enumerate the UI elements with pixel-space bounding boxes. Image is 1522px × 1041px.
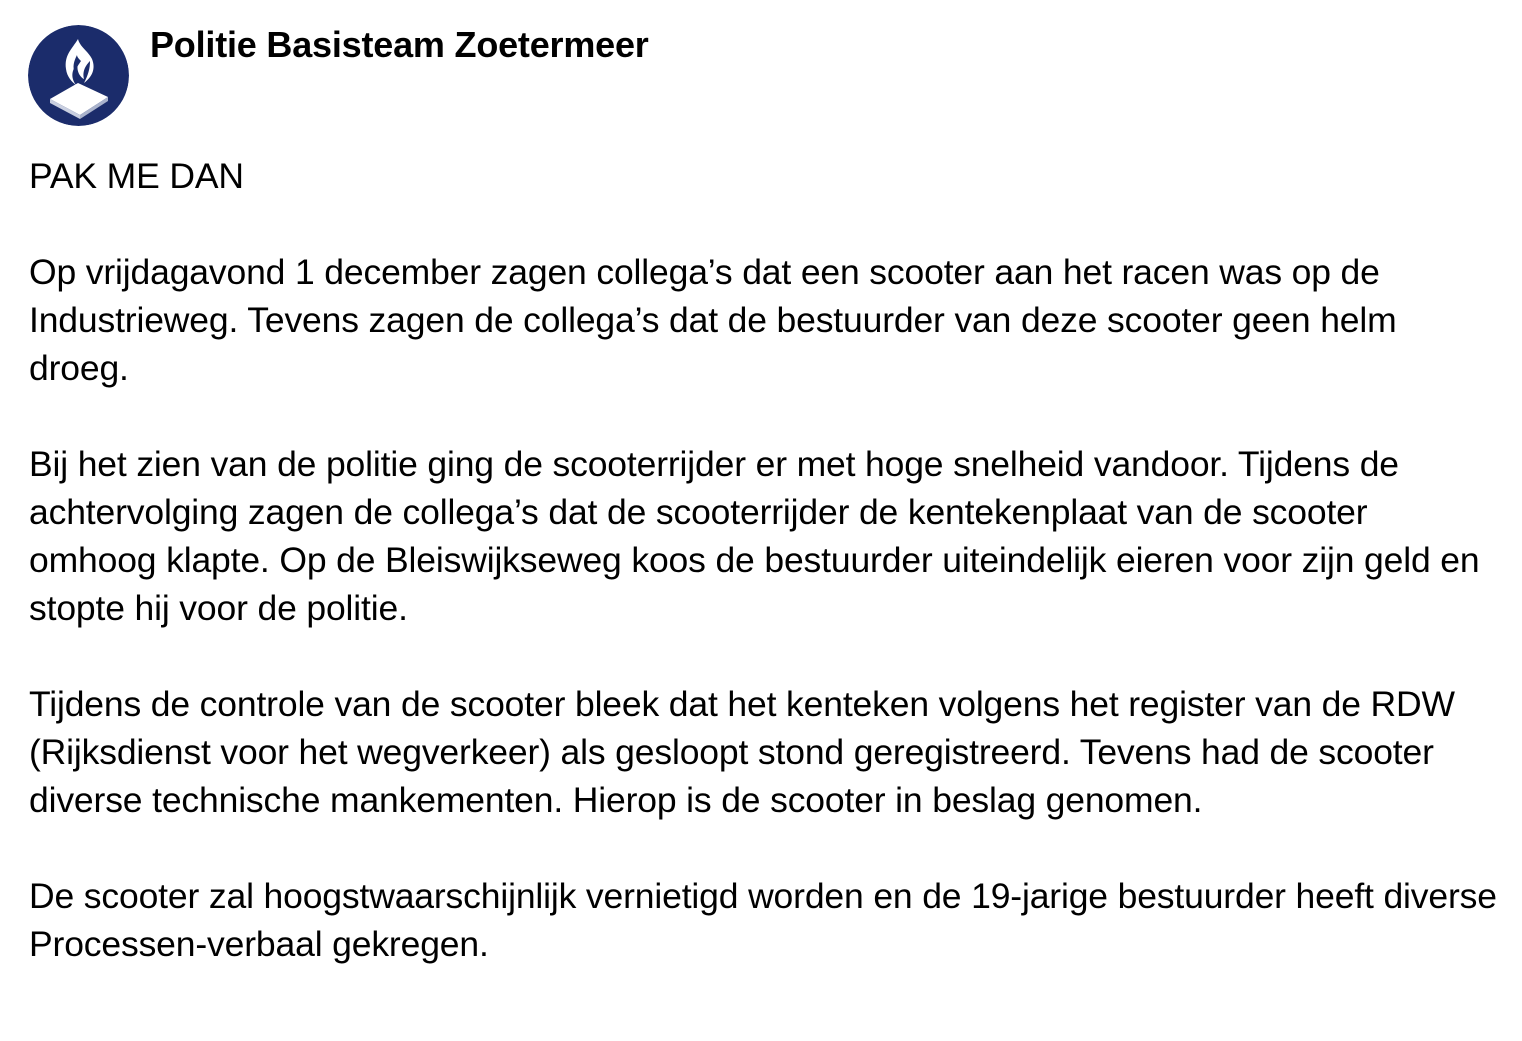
post-text [29, 152, 1499, 968]
post-paragraph: Tijdens de controle van de scooter bleek dat het kenteken volgens het register van de RDW (Rijksdienst voor het wegverkeer) als gesloopt stond geregistreerd. Tevens had de scooter diverse technische mankementen. Hierop is de scooter in beslag genomen. [29, 684, 1455, 820]
avatar[interactable] [28, 25, 129, 126]
post-paragraph: Bij het zien van de politie ging de scooterrijder er met hoge snelheid vandoor. Tijdens de achtervolging zagen de collega’s dat de scooterrijder de kentekenplaat van de scooter omhoog klapte. Op de Bleiswijkseweg koos de bestuurder uiteindelijk eieren voor zijn geld en stopte hij voor de politie. [29, 444, 1480, 628]
post-header [28, 25, 1488, 127]
post-paragraph-title: PAK ME DAN [29, 156, 244, 196]
post-paragraph: De scooter zal hoogstwaarschijnlijk vernietigd worden en de 19-jarige bestuurder heeft diverse Processen-verbaal gekregen. [29, 876, 1497, 964]
post-paragraph: Op vrijdagavond 1 december zagen collega’s dat een scooter aan het racen was op de Industrieweg. Tevens zagen de collega’s dat de bestuurder van deze scooter geen helm droeg. [29, 252, 1397, 388]
police-flame-logo-icon [28, 25, 129, 126]
page-name[interactable]: Politie Basisteam Zoetermeer [150, 24, 649, 65]
